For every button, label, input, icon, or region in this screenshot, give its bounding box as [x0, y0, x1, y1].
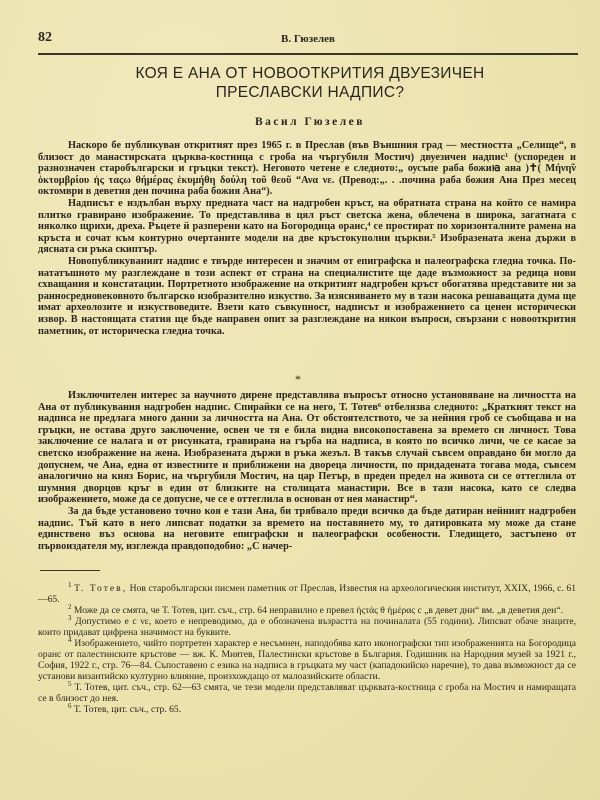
paragraph: За да бъде установено точно коя е тази Ана, би трябвало преди всичко да бъде датиран нейният надгробен надпис. Тъй като в него липсват податки за времето на поставянето му, то датировката му може да стане единствено въз основа на неговите епиграфски и палеографски особености. Гледището, застъпено от първоиздателя му, изглежда правдоподобно: „С начер- — [38, 505, 576, 552]
title-line-2: ПРЕСЛАВСКИ НАДПИС? — [215, 84, 405, 101]
section-2 — [38, 390, 576, 552]
footnote: $^5$ Т. Тотев, цит. съч., стр. 62—63 смята, че тези модели представляват църквата-костница с гроба на Мостич и намиращата се в близост до нея. — [38, 679, 576, 704]
footnote: $^3$ Допустимо е с νε, което е непреводимо, да е обозначена възрастта на починалата (55 години). Липсват обаче знаците, които придават цифрена значимост на буквите. — [38, 613, 577, 638]
header-rule — [38, 53, 578, 55]
page-number: 82 — [38, 30, 52, 45]
footnotes — [38, 580, 577, 715]
section-1 — [38, 140, 576, 337]
paragraph: Надписът е издълбан върху предната част на надгробен кръст, на обратната страна на който се намира плитко гравирано изображение. То представлява в цял ръст светска жена, облечена в широка, загатната с няколко щрихи, дреха. Ръцете й разперени като на Богородица оранс,⁴ се простират по хоризонталните рамена на кръста и сочат към контурно очертаните модели на две кръстокуполни църкви.⁵ Изобразената жена държи в дясната си ръка скиптър. — [38, 197, 576, 256]
footnote-rule — [40, 570, 100, 571]
page-header — [38, 30, 578, 50]
section-separator: * — [295, 372, 301, 386]
paragraph: Наскоро бе публикуван откритият през 1965 г. в Преслав (във Външния град — местността „Селище“, в близост до манастирската църква-костница с гроба на чъргубиля Мостич) двуезичен надпис¹ (успореден и разнозначен старобългарски и гръцки текст). Неговото четене е следното:„ оусъпе раба божиꙗ ана )✝( Μήνη̃ν ὀκτομβρίου ἡς ταςω θήμέρας ἐκυμήθη δούλη τοῦ θεοῦ “Ανα νε. (Превод:„. . .почина раба божия Ана През месец октомври в деветия ден почина раба божия Ана“). — [38, 140, 576, 198]
footnote: $^1$ Т. Тотев, Нов старобългарски писмен паметник от Преслав, Известия на археологическия институт, XXIX, 1966, с. 61—65. — [38, 580, 576, 605]
article-title — [40, 64, 580, 102]
paragraph: Изключителен интерес за научното дирене представлява въпросът относно установяване на личността на Ана от публикувания надгробен надпис. Спирайки се на него, Т. Тотев⁶ отбелязва следното: „Краткият текст на надписа не предлага много данни за личността на Ана. От обстоятелството, че за нейния гроб се съобщава и на гръцки, не остава друго заключение, освен че тя е била видна високопоставена за времето си личност. Това заключение се налага и от рисунката, гравирана на гърба на надписа, в която по всичко личи, че се касае за светско изображение на жена. Изобразената държи в ръка жезъл. В такъв случай съвсем оправдано би могло да допуснем, че Ана, една от известните и приближени на двореца личности, по придадената тогава мода, съвсем аналогично на княз Борис, на чъргубиля Мостич, на цар Петър, в преден предел на живота си се оттеглила от шумния дворцов кръг в един от близките на столицата манастири. Все в тази насока, като се следва изображението, може да се допусне, че се е оттеглила в основан от нея манастир“. — [38, 390, 576, 506]
title-line-1: КОЯ Е АНА ОТ НОВООТКРИТИЯ ДВУЕЗИЧЕН — [135, 65, 485, 82]
footnote: $^4$ Изображението, чийто портретен характер е несъмнен, наподобява като иконографски тип изображенията на Богородица оранс от палестинските кръстове — вж. К. Миятев, Палестински кръстове в България. Годишник на Народния музей за 1921 г., София, 1922 г., стр. 76—84. Съпоставено с езика на надписа в гръцката му част (кападокийско наречие), то дава възможност да се установи византийско културно влияние, произхождащо от малоазийските области. — [38, 635, 576, 682]
running-head: В. Гюзелев — [281, 33, 335, 45]
article-author: Васил Гюзелев — [254, 116, 365, 128]
paragraph: Новопубликуваният надпис е твърде интересен и значим от епиграфска и палеографска гледна точка. По-нататъшното му разглеждане в този аспект от страна на специалистите ще даде възможност за редица нови схващания и констатации. Портретното изображение на откритият надгробен кръст обогатява представите ни за ранносредновековното българско изобразително изкуство. За изясняването му в тази насока решаващата дума ще имат археолозите и изкуствоведите. Взети като съвкупност, надписът и изображението са ценен исторически извор. В настоящата статия ще бъде направен опит за разглеждане на някои въпроси, свързани с новооткрития паметник, от историческа гледна точка. — [38, 255, 576, 337]
footnote: $^6$ Т. Тотев, цит. съч., стр. 65. — [68, 701, 182, 715]
footnote: $^2$ Може да се смята, че Т. Тотев, цит. съч., стр. 64 неправилно е превел ἡςτάς θ ἡμέρας с „в девет дни“ вм. „в деветия ден“. — [68, 602, 563, 616]
